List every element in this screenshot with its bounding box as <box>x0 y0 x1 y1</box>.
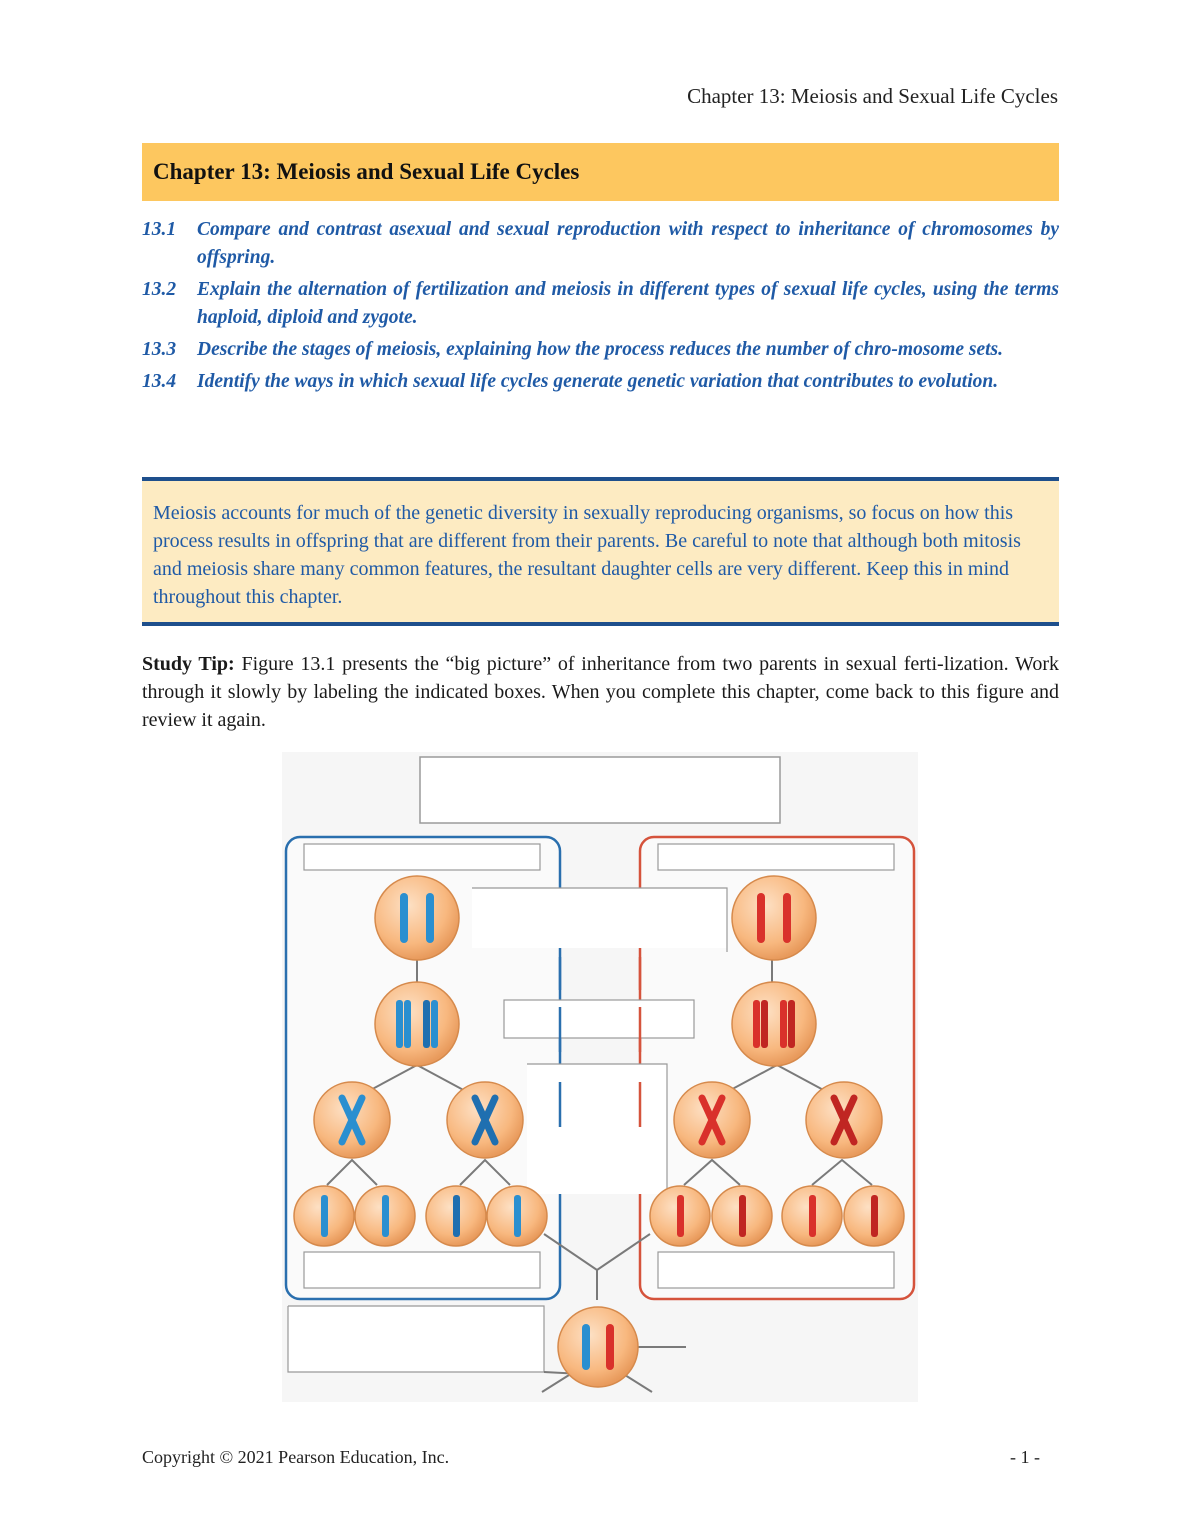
objective-number: 13.3 <box>142 339 177 360</box>
label-box-red-top[interactable] <box>658 844 894 870</box>
objective-number: 13.4 <box>142 371 177 392</box>
label-box-top[interactable] <box>420 757 780 823</box>
label-box-blue-top[interactable] <box>304 844 540 870</box>
study-tip-label: Study Tip: <box>142 653 235 675</box>
blue-cell-meiosis1-right <box>447 1082 523 1158</box>
blue-cell-meiosis1-left <box>314 1082 390 1158</box>
blue-cell-diploid-1 <box>375 876 459 960</box>
red-cell-replicated <box>732 982 816 1066</box>
study-tip-text: Figure 13.1 presents the “big picture” of inheritance from two parents in sexual ferti-lization. Work through it slowly by labeling the indicated boxes. When you complete this chapter, come back to this figure and review it again. <box>142 653 1059 731</box>
objective-item <box>142 216 1059 272</box>
label-box-blue-bottom[interactable] <box>304 1252 540 1288</box>
label-area-3 <box>527 1064 667 1194</box>
chapter-title: Chapter 13: Meiosis and Sexual Life Cycles <box>153 159 580 184</box>
objective-item <box>142 276 1059 332</box>
study-tip <box>142 650 1059 734</box>
life-cycle-diagram <box>282 752 918 1402</box>
footer-copyright: Copyright © 2021 Pearson Education, Inc. <box>142 1447 450 1467</box>
red-cell-meiosis1-left <box>674 1082 750 1158</box>
blue-cell-replicated <box>375 982 459 1066</box>
objective-text: Identify the ways in which sexual life cycles generate genetic variation that contributes to evolution. <box>197 371 999 392</box>
intro-note-box <box>142 477 1059 626</box>
label-area-4 <box>288 1306 544 1372</box>
objective-text: Describe the stages of meiosis, explaining how the process reduces the number of chro-mosome sets. <box>197 339 1003 360</box>
objective-number: 13.1 <box>142 219 177 240</box>
red-cell-meiosis1-right <box>806 1082 882 1158</box>
objective-item <box>142 336 1059 364</box>
label-box-2[interactable] <box>504 1000 694 1038</box>
figure-13-1 <box>282 752 918 1402</box>
zygote-cell <box>558 1307 638 1387</box>
label-area-1 <box>472 888 727 948</box>
footer-page-number: - 1 - <box>1010 1447 1040 1467</box>
red-cell-diploid-1 <box>732 876 816 960</box>
running-header: Chapter 13: Meiosis and Sexual Life Cycles <box>687 84 1058 108</box>
objective-number: 13.2 <box>142 279 177 300</box>
objective-text: Explain the alternation of fertilization and meiosis in different types of sexual life cycles, using the terms haploid, diploid and zygote. <box>197 279 1059 328</box>
label-box-red-bottom[interactable] <box>658 1252 894 1288</box>
objective-item <box>142 368 1059 396</box>
learning-objectives <box>142 216 1059 400</box>
objective-text: Compare and contrast asexual and sexual reproduction with respect to inheritance of chromosomes by offspring. <box>197 219 1059 268</box>
intro-note-text: Meiosis accounts for much of the genetic diversity in sexually reproducing organisms, so focus on how this process results in offspring that are different from their parents. Be careful to note that although both mitosis and meiosis share many common features, the resultant daughter cells are very different. Keep this in mind throughout this chapter. <box>153 502 1021 608</box>
chapter-title-bar <box>142 143 1059 201</box>
